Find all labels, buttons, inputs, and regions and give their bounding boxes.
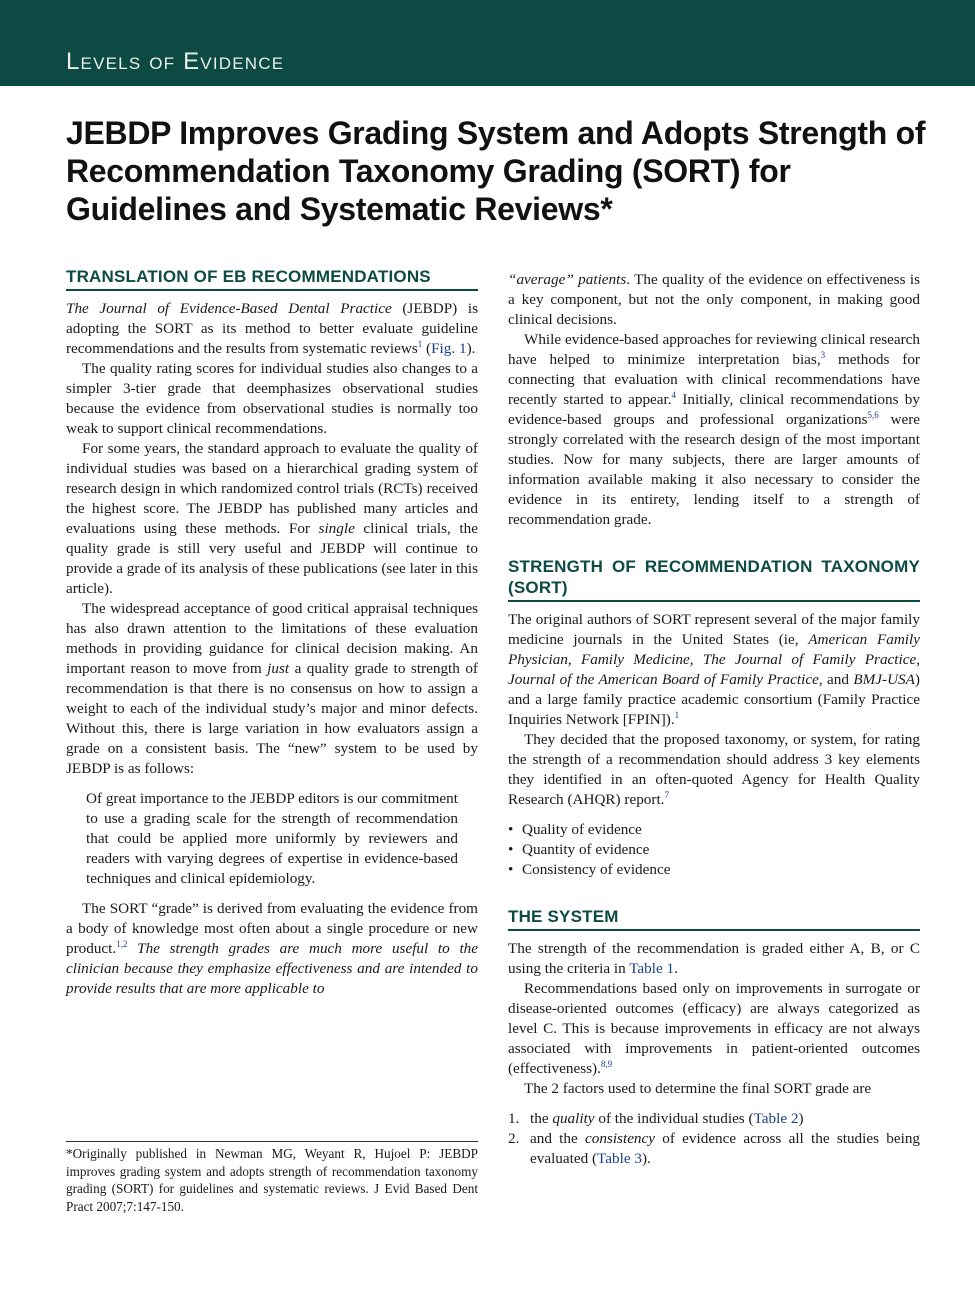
paragraph-standard-approach: For some years, the standard approach to evaluate the quality of individual studies was based on a hierarchical grading system of research design in which randomized control trials (RCTs) received the highest score. The JEBDP has published many articles and evaluations using these methods. For single clinical trials, the quality grade is still very useful and JEBDP will continue to provide a grade of its analysis of these publications (see later in this article).: [66, 440, 478, 597]
key-elements-list: [508, 820, 920, 880]
table-1-link[interactable]: Table 1: [629, 960, 675, 977]
paragraph-intro: The Journal of Evidence-Based Dental Practice (JEBDP) is adopting the SORT as its method to better evaluate guideline recommendations and the results from systematic reviews$^1$ (Fig. 1).: [66, 300, 478, 357]
citation-3[interactable]: 3: [820, 349, 826, 360]
paragraph-surrogate-outcomes: Recommendations based only on improvements in surrogate or disease-oriented outcomes (efficacy) are always categorized as level C. This is because improvements in efficacy are not always associated with improvements in patient-oriented outcomes (effectiveness).$^{8,9}$: [508, 980, 920, 1077]
fig-1-link[interactable]: Fig. 1: [431, 340, 467, 357]
list-item: • Consistency of evidence: [508, 860, 920, 880]
citation-1[interactable]: 1: [417, 338, 423, 349]
citation-5-6[interactable]: 5,6: [867, 409, 879, 420]
block-quote: Of great importance to the JEBDP editors is our commitment to use a grading scale for the strength of recommendation that could be applied more uniformly by reviewers and readers with varying degrees of expertise in evidence-based techniques and clinical epidemiology.: [86, 790, 458, 887]
citation-1b[interactable]: 1: [674, 709, 680, 720]
factors-list: [508, 1109, 920, 1169]
section-label: Levels of Evidence: [66, 48, 285, 75]
paragraph-average-patients: “average” patients. The quality of the evidence on effectiveness is a key component, but not the only component, in making good clinical decisions.: [508, 271, 920, 328]
paragraph-evidence-approaches: While evidence-based approaches for reviewing clinical research have helped to minimize interpretation bias,$^3$ methods for connecting that evaluation with clinical recommendations have recently started to appear.$^4$ Initially, clinical recommendations by evidence-based groups and professional organizations$^{5,6}$ were strongly correlated with the research design of the most important studies. Now for many subjects, there are larger amounts of information available making it also necessary to consider the evidence in its entirety, lending itself to a strength of recommendation grade.: [508, 331, 920, 528]
left-column: [66, 266, 478, 999]
journal-name: The Journal of Evidence-Based Dental Practice: [66, 300, 392, 317]
citation-1-2[interactable]: 1,2: [116, 938, 128, 949]
citation-4[interactable]: 4: [671, 389, 677, 400]
list-item: • Quantity of evidence: [508, 840, 920, 860]
heading-sort: STRENGTH OF RECOMMENDATION TAXONOMY (SORT): [508, 556, 920, 602]
paragraph-two-factors: The 2 factors used to determine the final SORT grade are: [524, 1080, 872, 1097]
list-item: 2. and the consistency of evidence across all the studies being evaluated (Table 3).: [508, 1130, 921, 1167]
footnote: *Originally published in Newman MG, Weyant R, Hujoel P: JEBDP improves grading system and adopts strength of recommendation taxonomy grading (SORT) for guidelines and systematic reviews. J Evid Based Dent Pract 2007;7:147-150.: [66, 1141, 478, 1215]
paragraph-quality-rating: The quality rating scores for individual studies also changes to a simpler 3-tier grade that deemphasizes observational studies because the evidence from observational studies is normally too weak to support clinical recommendations.: [66, 360, 478, 437]
list-item: • Quality of evidence: [508, 820, 920, 840]
section-banner: [0, 0, 975, 86]
table-2-link[interactable]: Table 2: [753, 1110, 799, 1127]
list-item: 1. the quality of the individual studies (Table 2): [508, 1110, 804, 1127]
table-3-link[interactable]: Table 3: [597, 1150, 642, 1167]
article-title: JEBDP Improves Grading System and Adopts Strength of Recommendation Taxonomy Grading (SORT) for Guidelines and Systematic Reviews*: [66, 115, 926, 227]
paragraph-sort-grade: The SORT “grade” is derived from evaluating the evidence from a body of knowledge most often about a single procedure or new product.$^{1,2}$ The strength grades are much more useful to the clinician because they emphasize effectiveness and are intended to provide results that are more applicable to: [66, 900, 478, 997]
heading-translation: TRANSLATION OF EB RECOMMENDATIONS: [66, 266, 478, 291]
paragraph-original-authors: The original authors of SORT represent several of the major family medicine journals in the United States (ie, American Family Physician, Family Medicine, The Journal of Family Practice, Journal of the American Board of Family Practice, and BMJ-USA) and a large family practice academic consortium (Family Practice Inquiries Network [FPIN]).$^1$: [508, 611, 920, 728]
paragraph-strength-grades: The strength of the recommendation is graded either A, B, or C using the criteria in Table 1.: [508, 940, 920, 977]
citation-7[interactable]: 7: [664, 789, 669, 800]
paragraph-critical-appraisal: The widespread acceptance of good critical appraisal techniques has also drawn attention to the limitations of these evaluation methods in providing guidance for clinical decision making. An important reason to move from just a quality grade to strength of recommendation is that there is no consensus on how to assign a weight to each of the individual study’s major and minor defects. Without this, there is large variation in how evaluators assign a grade on a consistent basis. The “new” system to be used by JEBDP is as follows:: [66, 600, 478, 777]
citation-8-9[interactable]: 8,9: [600, 1058, 613, 1069]
right-column: [508, 270, 920, 1169]
paragraph-taxonomy: They decided that the proposed taxonomy, or system, for rating the strength of a recommendation should address 3 key elements they identified in an often-quoted Agency for Health Quality Research (AHQR) report.$^7$: [508, 731, 920, 808]
heading-the-system: THE SYSTEM: [508, 906, 920, 931]
